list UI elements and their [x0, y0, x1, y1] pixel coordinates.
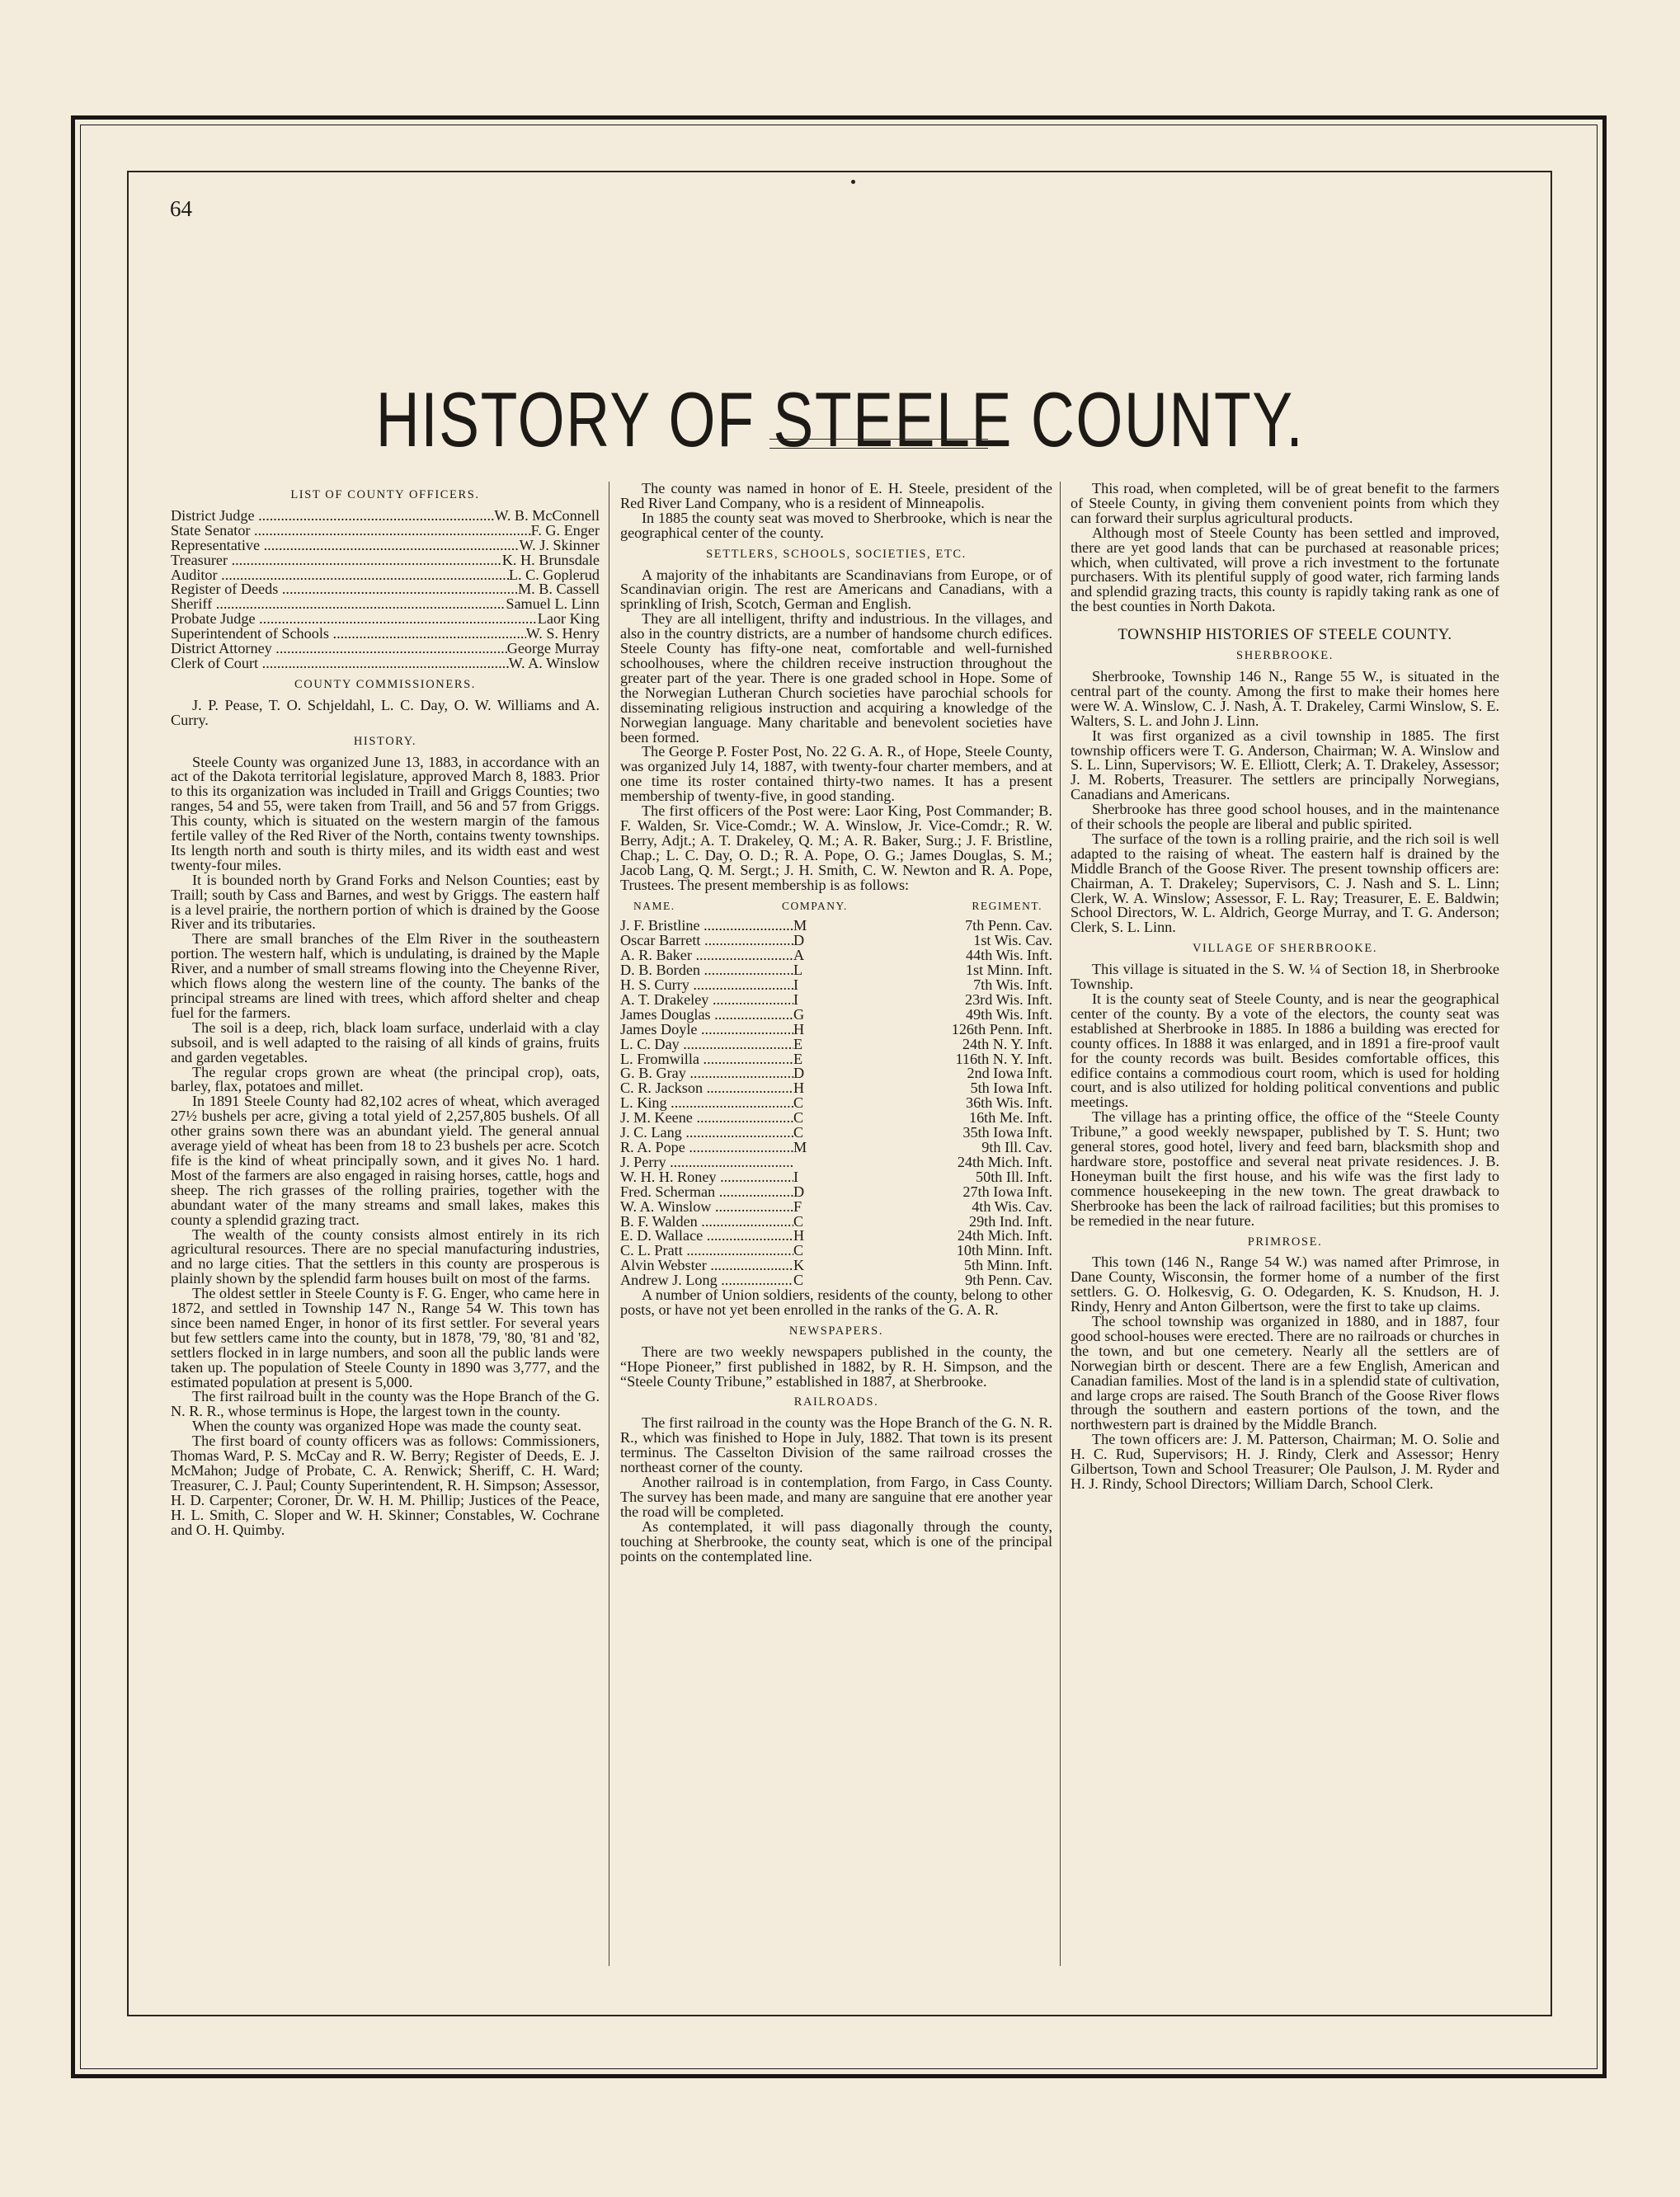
- veterans-table: [620, 919, 1052, 1288]
- title-rule: [769, 439, 988, 449]
- veteran-name: C. L. Pratt .....: [620, 1244, 793, 1258]
- officer-role: Register of Deeds .....: [171, 582, 518, 597]
- officer-role: District Judge .....: [171, 509, 494, 524]
- officer-name: M. B. Cassell: [517, 582, 600, 598]
- officer-role: District Attorney .....: [171, 642, 507, 656]
- officer-name: W. A. Winslow: [508, 656, 600, 671]
- paragraph: The surface of the town is a rolling prairie, and the rich soil is well adapted to the raising of wheat. The eastern half is drained by the Middle Branch of the Goose River. The present township officers are: Chairman, A. T. Drakeley; Supervisors, C. J. Nash and S. L. Linn; Clerk, W. A. Winslow; Assessor, F. L. Ray; Treasurer, E. E. Baldwin; School Directors, W. L. Aldrich, George Murray, and T. G. Anderson; Clerk, S. L. Linn.: [1071, 830, 1499, 936]
- veteran-company: M: [793, 917, 807, 934]
- veteran-name: H. S. Curry .....: [620, 978, 793, 993]
- veteran-company: C: [793, 1124, 804, 1141]
- veteran-regiment: 5th Minn. Inft.: [963, 1258, 1052, 1274]
- officer-name: W. S. Henry: [525, 627, 600, 642]
- veteran-name: B. F. Walden .....: [620, 1215, 793, 1230]
- veteran-name: J. Perry .....: [620, 1155, 793, 1170]
- veteran-row: [620, 1111, 1052, 1126]
- veteran-row: [620, 948, 1052, 963]
- paragraph: This road, when completed, will be of great benefit to the farmers of Steele County, in giving them convenient points from which they can forward their surplus agricultural products.: [1071, 480, 1499, 526]
- officer-name: Laor King: [537, 612, 600, 628]
- veteran-row: [620, 1185, 1052, 1200]
- veteran-company: G: [793, 1005, 805, 1023]
- officer-role: State Senator .....: [171, 524, 531, 539]
- veterans-col-company: COMPANY.: [782, 900, 848, 913]
- paragraph: The school township was organized in 1880, and in 1887, four good school-houses were erected. There are no railroads or churches in the town, and but one cemetery. Nearly all the settlers are of Norwegian birth or descent. There are a few English, American and Canadian families. Most of the land is in a splendid state of cultivation, and large crops are raised. The South Branch of the Goose River flows through the southern and eastern portions of the town, and the northwestern part is drained by the Middle Branch.: [1071, 1313, 1499, 1433]
- page-title: HISTORY OF STEELE COUNTY.: [375, 375, 1305, 463]
- settlers-text: [620, 568, 1052, 893]
- paragraph: The regular crops grown are wheat (the principal crop), oats, barley, flax, potatoes and millet.: [171, 1063, 600, 1095]
- veteran-company: I: [793, 1168, 799, 1185]
- officer-name: W. J. Skinner: [519, 538, 600, 553]
- veteran-regiment: 49th Wis. Inft.: [965, 1007, 1052, 1023]
- officers-list: [171, 509, 600, 671]
- paragraph: In 1891 Steele County had 82,102 acres of wheat, which averaged 27½ bushels per acre, giving a total yield of 2,257,805 bushels. Of all other grains sown there was an abundant yield. The general annual average yield of wheat has been from 18 to 23 bushels per acre. Scotch fife is the kind of wheat principally sown, and it gives No. 1 hard. Most of the farmers are also engaged in raising horses, cattle, hogs and sheep. The rich grasses of the rolling prairies, together with the abundant water of the many streams and small lakes, makes this county a splendid grazing tract.: [171, 1093, 600, 1228]
- officer-name: K. H. Brunsdale: [501, 553, 600, 568]
- township-heading: TOWNSHIP HISTORIES OF STEELE COUNTY.: [1118, 626, 1452, 644]
- officer-row: [171, 553, 600, 568]
- veteran-name: D. B. Borden .....: [620, 963, 793, 978]
- officer-row: [171, 509, 600, 524]
- veteran-name: J. C. Lang .....: [620, 1126, 793, 1141]
- column-3: [1071, 482, 1499, 1492]
- county-naming-text: [620, 482, 1052, 541]
- veteran-regiment: 24th Mich. Inft.: [957, 1229, 1052, 1244]
- veteran-company: I: [793, 976, 799, 993]
- veteran-regiment: 29th Ind. Inft.: [968, 1214, 1052, 1230]
- veteran-company: A: [793, 947, 805, 964]
- veteran-company: H: [793, 1227, 805, 1244]
- veteran-company: C: [793, 1272, 804, 1289]
- village-heading: VILLAGE OF SHERBROOKE.: [1192, 942, 1378, 956]
- veteran-regiment: 2nd Iowa Inft.: [967, 1066, 1052, 1082]
- officer-row: [171, 597, 600, 612]
- paragraph: A majority of the inhabitants are Scandinavians from Europe, or of Scandinavian origin. The rest are Americans and Canadians, with a sprinkling of Irish, Scotch, German and English.: [620, 566, 1052, 613]
- newspapers-text: There are two weekly newspapers published in the county, the “Hope Pioneer,” first published in 1882, by R. H. Simpson, and the “Steele County Tribune,” established in 1887, at Sherbrooke.: [620, 1343, 1052, 1390]
- paragraph: Sherbrooke, Township 146 N., Range 55 W., is situated in the central part of the county. Among the first to make their homes here were W. A. Winslow, C. J. Nash, A. T. Drakeley, Carmi Winslow, S. E. Walters, S. L. and John J. Linn.: [1071, 667, 1499, 729]
- veterans-col-regiment: REGIMENT.: [972, 900, 1042, 913]
- veteran-company: K: [793, 1257, 805, 1274]
- history-heading: HISTORY.: [353, 734, 417, 748]
- veteran-row: [620, 963, 1052, 978]
- officer-role: Probate Judge .....: [171, 612, 538, 627]
- veteran-row: [620, 1170, 1052, 1185]
- paragraph: It was first organized as a civil township in 1885. The first township officers were T. G. Anderson, Chairman; W. A. Winslow and S. L. Linn, Supervisors; W. E. Elliott, Clerk; A. T. Drakeley, Assessor; J. M. Roberts, Treasurer. The settlers are principally Norwegians, Canadians and Americans.: [1071, 727, 1499, 803]
- veteran-row: [620, 1081, 1052, 1096]
- veteran-regiment: 27th Iowa Inft.: [962, 1184, 1052, 1200]
- officer-row: [171, 539, 600, 553]
- paragraph: As contemplated, it will pass diagonally through the county, touching at Sherbrooke, the county seat, which is one of the principal points on the contemplated line.: [620, 1517, 1052, 1564]
- veteran-company: F: [793, 1197, 802, 1215]
- paragraph: The soil is a deep, rich, black loam surface, underlaid with a clay subsoil, and is well adapted to the raising of all kinds of grains, fruits and garden vegetables.: [171, 1019, 600, 1066]
- veteran-name: E. D. Wallace .....: [620, 1229, 793, 1244]
- veteran-regiment: 7th Penn. Cav.: [965, 919, 1052, 934]
- veteran-name: James Douglas .....: [620, 1008, 793, 1023]
- veteran-row: [620, 1020, 1052, 1037]
- veteran-name: Oscar Barrett .....: [620, 934, 793, 948]
- veteran-name: A. R. Baker .....: [620, 948, 793, 963]
- paragraph: When the county was organized Hope was made the county seat.: [192, 1418, 581, 1435]
- veteran-row: [620, 1244, 1052, 1258]
- veteran-company: E: [793, 1050, 803, 1067]
- officer-role: Clerk of Court .....: [171, 656, 509, 671]
- officer-role: Superintendent of Schools .....: [171, 627, 526, 642]
- paragraph: In 1885 the county seat was moved to Sherbrooke, which is near the geographical center of the county.: [620, 509, 1052, 541]
- veteran-regiment: 4th Wis. Cav.: [972, 1199, 1052, 1215]
- paragraph: This town (146 N., Range 54 W.) was named after Primrose, in Dane County, Wisconsin, the former home of a number of the first settlers. G. O. Holkesvig, G. O. Odegarden, K. S. Knudson, H. J. Rindy, Henry and Anton Gilbertson, were the first to take up claims.: [1071, 1254, 1499, 1315]
- sherbrooke-text: [1071, 667, 1499, 936]
- paragraph: The first officers of the Post were: Laor King, Post Commander; B. F. Walden, Sr. Vice-Comdr.; W. A. Winslow, Jr. Vice-Comdr.; R. W. Berry, Adjt.; A. T. Drakeley, Q. M.; A. R. Baker, Surg.; J. F. Bristline, Chap.; L. C. Day, O. D.; R. A. Pope, O. G.; James Douglas, S. M.; Jacob Lang, Q. M. Sergt.; J. H. Smith, C. W. Newton and R. A. Pope, Trustees. The present membership is as follows:: [620, 802, 1052, 893]
- veteran-regiment: 7th Wis. Inft.: [973, 978, 1052, 993]
- veteran-regiment: 16th Me. Inft.: [968, 1111, 1052, 1127]
- officer-row: [171, 627, 600, 642]
- veteran-company: C: [793, 1094, 804, 1112]
- paragraph: The wealth of the county consists almost entirely in its rich agricultural resources. There are no special manufacturing industries, and no large cities. That the settlers in this county are prosperous is plainly shown by the splendid farm houses built on most of the farms.: [171, 1226, 600, 1287]
- veteran-company: D: [793, 1183, 805, 1200]
- veteran-company: D: [793, 932, 805, 949]
- officer-name: L. C. Goplerud: [508, 567, 600, 583]
- paragraph: The village has a printing office, the office of the “Steele County Tribune,” a good weekly newspaper, published by T. S. Hunt; two general stores, good hotel, livery and feed barn, blacksmith shop and hardware store, postoffice and several neat private residences. J. B. Honeyman built the first house, and his wife was the first lady to commence housekeeping in the new town. The great drawback to Sherbrooke has been the lack of railroad facilities; but this promises to be remedied in the near future.: [1071, 1108, 1499, 1229]
- paragraph: Steele County was organized June 13, 1883, in accordance with an act of the Dakota territorial legislature, approved March 8, 1883. Prior to this its organization was included in Traill and Griggs Counties; two ranges, 54 and 55, were taken from Traill, and 56 and 57 from Griggs. This county, which is situated on the western margin of the famous fertile valley of the Red River of the North, contains twenty townships. Its length north and south is thirty miles, and its width east and west twenty-four miles.: [171, 753, 600, 873]
- paragraph: It is the county seat of Steele County, and is near the geographical center of the county. By a vote of the electors, the county seat was established at Sherbrooke in 1885. In 1886 a building was erected for county offices. In 1888 it was enlarged, and in 1891 a fire-proof vault for the county records was built. Besides comfortable offices, this edifice contains a commodious court room, which is used for holding court, and is also utilized for holding political conventions and public meetings.: [1071, 990, 1499, 1111]
- veteran-row: [620, 1096, 1052, 1111]
- veteran-row: [620, 1066, 1052, 1081]
- newspapers-heading: NEWSPAPERS.: [788, 1324, 884, 1338]
- officer-name: George Murray: [506, 642, 600, 656]
- veteran-regiment: 126th Penn. Inft.: [951, 1022, 1052, 1037]
- veteran-row: [620, 1258, 1052, 1273]
- paragraph: The first railroad built in the county was the Hope Branch of the G. N. R. R., whose terminus is Hope, the largest town in the county.: [171, 1388, 600, 1420]
- veteran-name: L. C. Day .....: [620, 1037, 793, 1052]
- railroads-text: [620, 1416, 1052, 1564]
- veteran-company: C: [793, 1109, 804, 1127]
- veteran-name: Alvin Webster .....: [620, 1258, 793, 1273]
- paragraph: Another railroad is in contemplation, from Fargo, in Cass County. The survey has been made, and many are sanguine that ere another year the road will be completed.: [620, 1474, 1052, 1520]
- veteran-regiment: 24th Mich. Inft.: [957, 1155, 1052, 1170]
- veterans-table-header: [620, 899, 1052, 914]
- veteran-company: M: [793, 1138, 807, 1155]
- veteran-regiment: 1st Wis. Cav.: [973, 934, 1052, 949]
- paragraph: The oldest settler in Steele County is F. G. Enger, who came here in 1872, and settled in Township 147 N., Range 54 W. This town has since been named Enger, in honor of its first settler. For several years but few settlers came into the county, but in 1878, '79, '80, '81 and '82, settlers flocked in in large numbers, and soon all the public lands were taken up. The population of Steele County in 1890 was 3,777, and the estimated population at present is 5,000.: [171, 1285, 600, 1390]
- page-number: 64: [170, 196, 192, 221]
- veteran-regiment: 23rd Wis. Inft.: [964, 992, 1052, 1008]
- veteran-company: H: [793, 1020, 805, 1037]
- veteran-name: W. A. Winslow .....: [620, 1200, 793, 1215]
- officer-role: Representative .....: [171, 539, 520, 553]
- veteran-row: [620, 1197, 1052, 1215]
- officer-row: [171, 582, 600, 597]
- veteran-regiment: 5th Iowa Inft.: [970, 1081, 1052, 1097]
- settlers-heading: SETTLERS, SCHOOLS, SOCIETIES, ETC.: [706, 547, 967, 561]
- veteran-regiment: 9th Ill. Cav.: [981, 1140, 1052, 1155]
- veteran-row: [620, 1126, 1052, 1141]
- officer-role: Treasurer .....: [171, 553, 502, 568]
- veteran-row: [620, 1005, 1052, 1023]
- paragraph: Although most of Steele County has been settled and improved, there are yet good lands that can be purchased at reasonable prices; which, when cultivated, will prove a rich investment to the fortunate purchasers. With its plentiful supply of good water, rich farming lands and splendid grazing tracts, this county is rapidly taking rank as one of the best counties in North Dakota.: [1071, 524, 1499, 615]
- veteran-regiment: 9th Penn. Cav.: [965, 1273, 1052, 1289]
- paragraph: The town officers are: J. M. Patterson, Chairman; M. O. Solie and H. C. Rud, Supervisors; H. J. Rindy, Clerk and Assessor; Henry Gilbertson, Town and School Treasurer; Ole Paulson, J. M. Ryder and H. J. Rindy, School Directors; William Darch, School Clerk.: [1071, 1431, 1499, 1492]
- veteran-company: C: [793, 1242, 804, 1259]
- paragraph: The George P. Foster Post, No. 22 G. A. R., of Hope, Steele County, was organized July 14, 1887, with twenty-four charter members, and at one time its roster contained thirty-two names. It has a present membership of twenty-five, in good standing.: [620, 743, 1052, 805]
- road-text: [1071, 482, 1499, 614]
- officer-row: [171, 642, 600, 656]
- veteran-regiment: 36th Wis. Inft.: [965, 1096, 1052, 1112]
- veteran-row: [620, 1229, 1052, 1244]
- veteran-company: I: [793, 990, 799, 1008]
- veteran-regiment: 50th Ill. Inft.: [976, 1169, 1052, 1185]
- veteran-name: G. B. Gray .....: [620, 1066, 793, 1081]
- sherbrooke-heading: SHERBROOKE.: [1236, 649, 1334, 663]
- village-text: [1071, 962, 1499, 1228]
- officers-heading: LIST OF COUNTY OFFICERS.: [290, 488, 480, 501]
- veteran-name: R. A. Pope .....: [620, 1141, 793, 1155]
- railroads-heading: RAILROADS.: [793, 1395, 879, 1409]
- veteran-row: [620, 1155, 1052, 1170]
- paragraph: There are small branches of the Elm River in the southeastern portion. The western half, which is undulating, is drained by the Maple River, and a number of small streams flowing into the Cheyenne River, which flows along the western line of the county. The banks of the principal streams are lined with trees, which afford shelter and cheap fuel for the farmers.: [171, 930, 600, 1021]
- veteran-company: E: [793, 1035, 803, 1052]
- paragraph: The first railroad in the county was the Hope Branch of the G. N. R. R., which was finished to Hope in July, 1882. That town is its present terminus. The Casselton Division of the same railroad crosses the northeast corner of the county.: [620, 1414, 1052, 1476]
- veteran-row: [620, 990, 1052, 1008]
- officer-row: [171, 612, 600, 627]
- veteran-row: [620, 934, 1052, 948]
- history-text: [171, 755, 600, 1538]
- veteran-regiment: 44th Wis. Inft.: [965, 948, 1052, 964]
- paragraph: It is bounded north by Grand Forks and Nelson Counties; east by Traill; south by Cass and Barnes, and west by Griggs. The eastern half is a level prairie, the northern portion of which is drained by the Goose River and its tributaries.: [171, 871, 600, 933]
- veteran-regiment: 1st Minn. Inft.: [965, 963, 1052, 978]
- commissioners-heading: COUNTY COMMISSIONERS.: [294, 677, 476, 691]
- officer-row: [171, 524, 600, 539]
- veteran-name: L. King .....: [620, 1096, 793, 1111]
- veteran-name: L. Fromwilla .....: [620, 1052, 793, 1067]
- veterans-note: A number of Union soldiers, residents of the county, belong to other posts, or have not yet been enrolled in the ranks of the G. A. R.: [620, 1287, 1052, 1318]
- paragraph: The first board of county officers was as follows: Commissioners, Thomas Ward, P. S. McCay and R. W. Berry; Register of Deeds, E. J. McMahon; Judge of Probate, C. A. Renwick; Sheriff, C. H. Ward; Treasurer, C. J. Paul; County Superintendent, R. H. Simpson; Assessor, H. D. Carpenter; Coroner, Dr. W. H. M. Phillip; Justices of the Peace, H. L. Smith, C. Sloper and W. H. Skinner; Constables, W. Cochrane and O. H. Quimby.: [171, 1433, 600, 1538]
- veteran-company: C: [793, 1212, 804, 1230]
- veteran-name: Andrew J. Long .....: [620, 1273, 793, 1288]
- ink-dot: [851, 180, 855, 184]
- paragraph: They are all intelligent, thrifty and industrious. In the villages, and also in the country districts, are a number of handsome church edifices. Steele County has fifty-one neat, comfortable and well-furnished schoolhouses, where the children receive instruction throughout the greater part of the year. There is one graded school in Hope. Some of the Norwegian Lutheran Church societies have parochial schools for disseminating religious instruction and acquiring a knowledge of the Norwegian language. Many charitable and benevolent societies have been formed.: [620, 610, 1052, 746]
- primrose-text: [1071, 1255, 1499, 1492]
- primrose-heading: PRIMROSE.: [1247, 1235, 1323, 1249]
- veteran-name: J. M. Keene .....: [620, 1111, 793, 1126]
- veteran-name: James Doyle .....: [620, 1023, 793, 1037]
- officer-name: F. G. Enger: [530, 523, 600, 539]
- veteran-row: [620, 1138, 1052, 1155]
- veteran-regiment: 116th N. Y. Inft.: [955, 1051, 1052, 1067]
- veteran-company: H: [793, 1080, 805, 1097]
- veteran-name: Fred. Scherman .....: [620, 1185, 793, 1200]
- officer-role: Sheriff .....: [171, 597, 506, 612]
- officer-name: Samuel L. Linn: [506, 597, 600, 613]
- veteran-name: A. T. Drakeley .....: [620, 993, 793, 1008]
- veterans-col-name: NAME.: [633, 900, 675, 913]
- veteran-row: [620, 919, 1052, 934]
- veteran-regiment: 10th Minn. Inft.: [956, 1244, 1052, 1259]
- paragraph: The county was named in honor of E. H. Steele, president of the Red River Land Company, who is a resident of Minneapolis.: [620, 480, 1052, 511]
- veteran-name: W. H. H. Roney .....: [620, 1170, 793, 1185]
- column-2: [620, 482, 1052, 1564]
- paragraph: Sherbrooke has three good school houses, and in the maintenance of their schools the people are liberal and public spirited.: [1071, 801, 1499, 833]
- veteran-row: [620, 1212, 1052, 1230]
- veteran-company: D: [793, 1065, 805, 1082]
- commissioners-text: J. P. Pease, T. O. Schjeldahl, L. C. Day, O. W. Williams and A. Curry.: [171, 696, 600, 728]
- veteran-name: C. R. Jackson .....: [620, 1081, 793, 1096]
- column-1: [171, 482, 600, 1538]
- officer-name: W. B. McConnell: [494, 508, 600, 524]
- veteran-regiment: 35th Iowa Inft.: [962, 1126, 1052, 1141]
- veteran-row: [620, 1052, 1052, 1067]
- veteran-company: L: [793, 962, 803, 979]
- officer-row: [171, 568, 600, 583]
- officer-row: [171, 656, 600, 671]
- veteran-name: J. F. Bristline .....: [620, 919, 793, 934]
- veteran-regiment: 24th N. Y. Inft.: [962, 1037, 1052, 1052]
- veteran-row: [620, 978, 1052, 993]
- column-divider: [1060, 482, 1061, 1966]
- veteran-row: [620, 1037, 1052, 1052]
- paragraph: This village is situated in the S. W. ¼ of Section 18, in Sherbrooke Township.: [1071, 961, 1499, 993]
- officer-role: Auditor .....: [171, 568, 509, 583]
